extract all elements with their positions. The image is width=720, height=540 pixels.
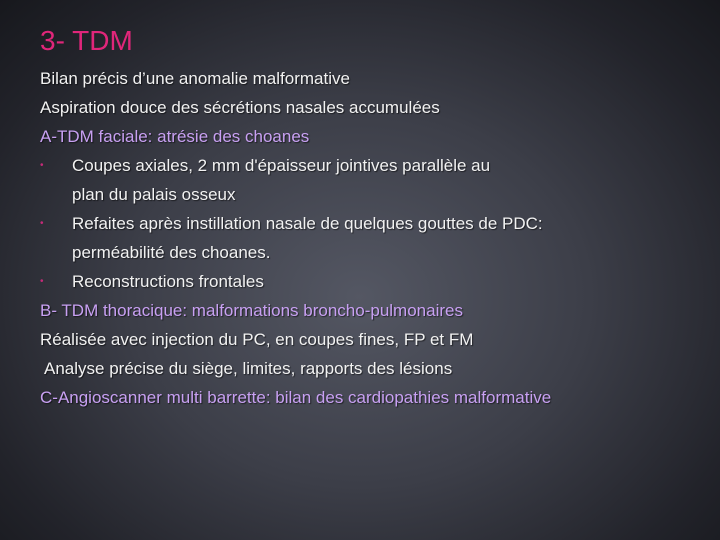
section-heading: C-Angioscanner multi barrette: bilan des cardiopathies malformative <box>40 388 552 407</box>
bullet-continuation: perméabilité des choanes. <box>72 243 271 262</box>
bullet-item <box>40 151 700 180</box>
bullet-icon: • <box>40 276 44 287</box>
text-line: Analyse précise du siège, limites, rapports des lésions <box>44 359 453 378</box>
text-line: Bilan précis d’une anomalie malformative <box>40 69 350 88</box>
bullet-text: Refaites après instillation nasale de quelques gouttes de PDC: <box>72 214 543 233</box>
slide-body <box>40 64 700 412</box>
section-heading: B- TDM thoracique: malformations broncho-pulmonaires <box>40 301 463 320</box>
bullet-icon: • <box>40 160 44 171</box>
slide-title: 3- TDM <box>40 25 133 56</box>
text-line: Réalisée avec injection du PC, en coupes fines, FP et FM <box>40 330 474 349</box>
bullet-icon: • <box>40 218 44 229</box>
bullet-continuation: plan du palais osseux <box>72 185 236 204</box>
bullet-item <box>40 267 700 296</box>
bullet-item <box>40 209 700 238</box>
bullet-text: Coupes axiales, 2 mm d'épaisseur jointives parallèle au <box>72 156 491 175</box>
section-heading: A-TDM faciale: atrésie des choanes <box>40 127 310 146</box>
bullet-text: Reconstructions frontales <box>72 272 264 291</box>
text-line: Aspiration douce des sécrétions nasales accumulées <box>40 98 440 117</box>
